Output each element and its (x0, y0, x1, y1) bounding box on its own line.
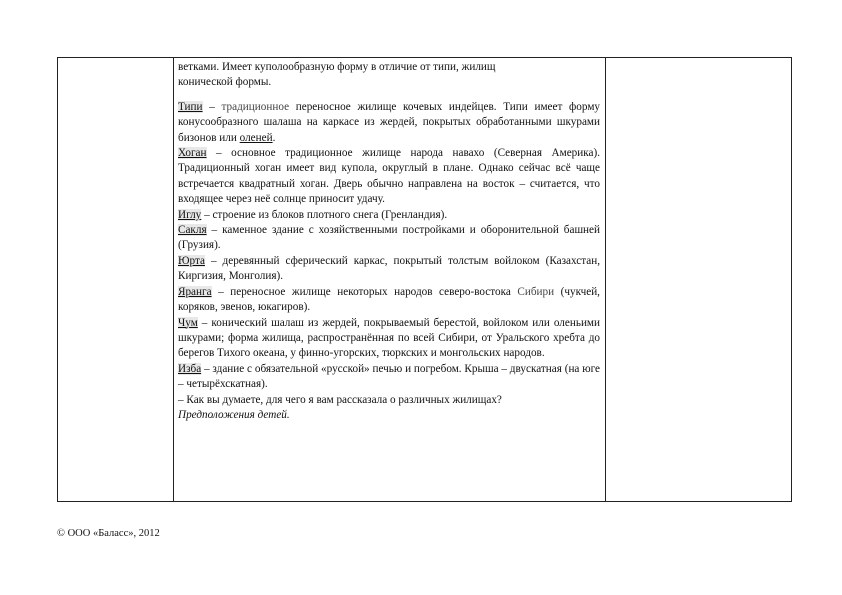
copyright-footer: © ООО «Баласс», 2012 (57, 528, 160, 539)
answer-paragraph: Предположения детей. (178, 408, 290, 421)
term-yaranga: Яранга (178, 285, 212, 298)
left-cell (58, 58, 174, 502)
term-saklya: Сакля (178, 224, 207, 237)
lesson-table (57, 57, 792, 502)
term-tipi: Типи (178, 100, 203, 113)
iglu-paragraph: Иглу – строение из блоков плотного снега (Гренландия). (178, 208, 448, 221)
link-oleney[interactable]: оленей (239, 131, 273, 144)
saklya-paragraph: Сакля – каменное здание с хозяйственными постройками и оборонительной башней (Грузия). (178, 224, 600, 252)
hogan-paragraph: Хоган – основное традиционное жилище народа навахо (Северная Америка). Традиционный хоган имеет вид купола, округлый в плане. Однако сейчас всё чаще встречается квадратный хоган. Дверь обычно направлена на восток – считается, что входящее через неё солнце приносит удачу. (178, 147, 600, 206)
question-paragraph: – Как вы думаете, для чего я вам рассказала о различных жилищах? (178, 393, 502, 406)
yurta-paragraph: Юрта – деревянный сферический каркас, покрытый толстым войлоком (Казахстан, Киргизия, Монголия). (178, 254, 600, 283)
term-chum: Чум (178, 316, 198, 329)
yaranga-paragraph: Яранга – переносное жилище некоторых народов северо-востока Сибири (чукчей, коряков, эвенов, юкагиров). (178, 285, 600, 314)
term-yurta: Юрта (178, 254, 205, 267)
term-izba: Изба (178, 362, 202, 375)
tipi-paragraph: Типи – традиционное переносное жилище кочевых индейцев. Типи имеет форму конусообразного шалаша на каркасе из жердей, покрытых обработанными шкурами бизонов или оленей. (178, 100, 600, 144)
content-cell (174, 58, 606, 502)
term-hogan: Хоган (178, 147, 207, 160)
right-cell (606, 58, 792, 502)
intro-paragraph: ветками. Имеет куполообразную форму в отличие от типи, жилищ конической формы. (178, 61, 496, 89)
izba-paragraph: Изба – здание с обязательной «русской» печью и погребом. Крыша – двускатная (на юге – четырёхскатная). (178, 362, 600, 391)
chum-paragraph: Чум – конический шалаш из жердей, покрываемый берестой, войлоком или оленьими шкурами; форма жилища, распространённая по всей Сибири, от Уральского хребта до берегов Тихого океана, у финно-угорских, тюркских и монгольских народов. (178, 316, 600, 360)
term-iglu: Иглу (178, 208, 202, 221)
